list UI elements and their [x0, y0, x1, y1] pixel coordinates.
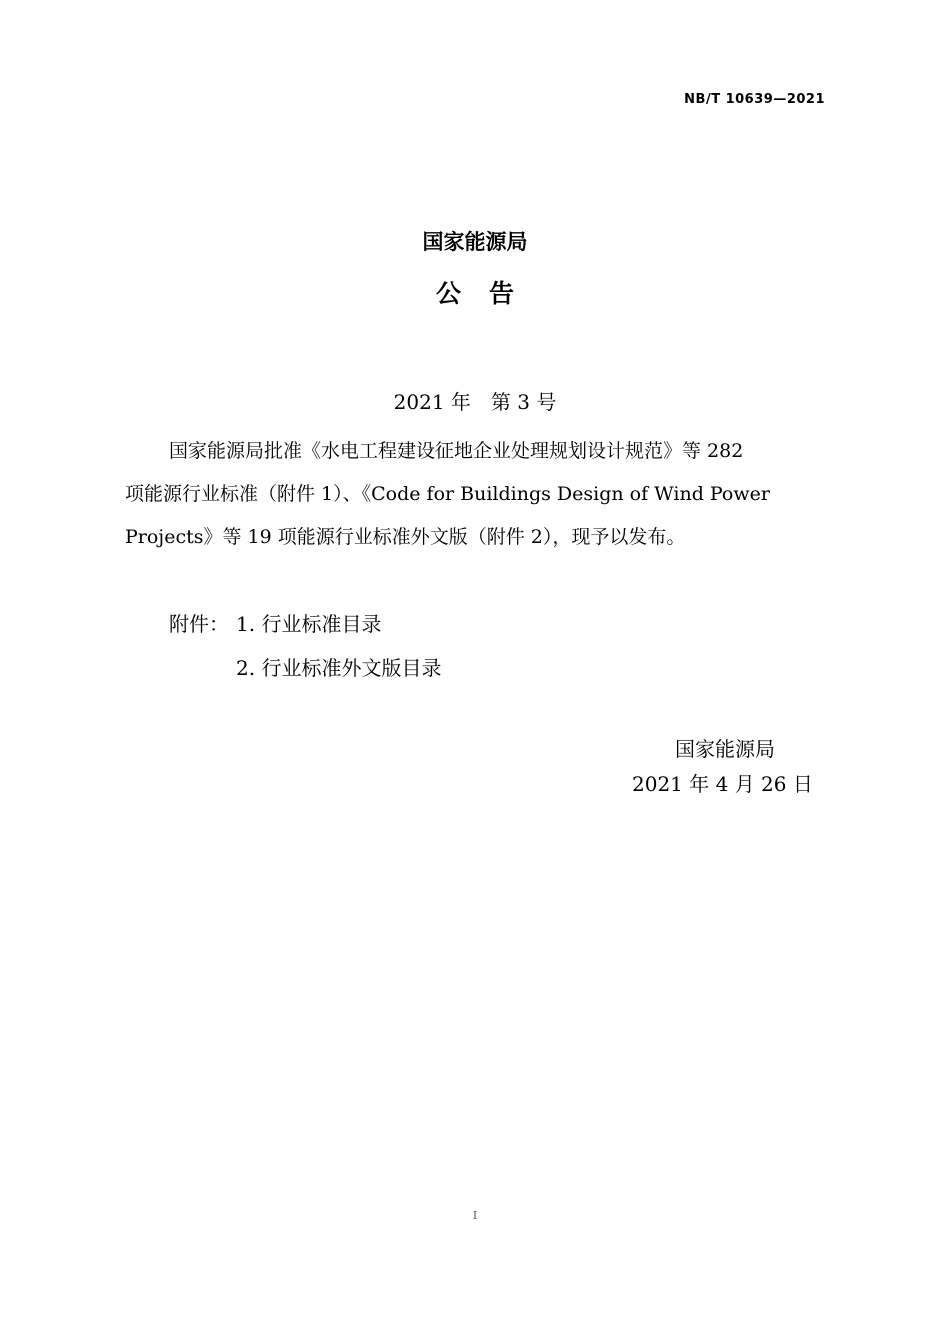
document-number: 2021 年 第 3 号 — [393, 390, 557, 414]
notice-body — [125, 430, 827, 559]
attachment-item-2: 2. 行业标准外文版目录 — [236, 656, 442, 680]
attachments-label: 附件： — [169, 612, 229, 636]
issuer-title: 国家能源局 — [422, 230, 528, 254]
standard-code: NB/T 10639—2021 — [684, 92, 825, 107]
page-number: I — [472, 1209, 478, 1222]
notice-body-line-3: Projects》等 19 项能源行业标准外文版（附件 2），现予以发布。 — [125, 526, 686, 548]
signature-date: 2021 年 4 月 26 日 — [632, 772, 813, 796]
notice-body-line-2: 项能源行业标准（附件 1）、《Code for Buildings Design of Wind Power — [125, 483, 770, 505]
attachment-item-1: 1. 行业标准目录 — [236, 612, 382, 636]
signature-organization: 国家能源局 — [675, 737, 775, 761]
notice-body-line-1: 国家能源局批准《水电工程建设征地企业处理规划设计规范》等 282 — [169, 440, 744, 462]
document-type-title: 公告 — [435, 279, 542, 308]
